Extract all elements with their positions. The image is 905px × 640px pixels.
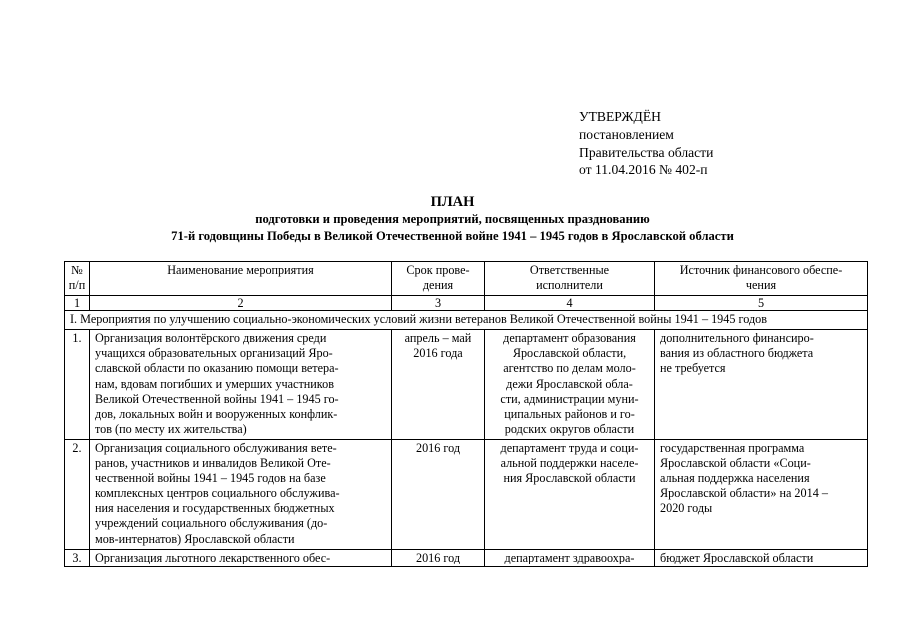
column-number: 3 — [392, 296, 485, 311]
row-number: 3. — [65, 549, 90, 566]
column-number: 5 — [655, 296, 868, 311]
title-subtitle-2: 71-й годовщины Победы в Великой Отечественной войне 1941 – 1945 годов в Ярославской области — [171, 229, 734, 243]
section-heading: I. Мероприятия по улучшению социально-экономических условий жизни ветеранов Великой Отечественной войны 1941 – 1945 годов — [65, 311, 868, 330]
column-number: 4 — [485, 296, 655, 311]
row-term: 2016 год — [392, 439, 485, 549]
approval-line-1: УТВЕРЖДЁН — [579, 109, 661, 124]
row-number: 2. — [65, 439, 90, 549]
row-executors: департамент образования Ярославской области, агентство по делам моло- дежи Ярославской обла- сти, администрации муни- ципальных районов и го- родских округов области — [485, 330, 655, 440]
approval-line-4: от 11.04.2016 № 402-п — [579, 162, 708, 178]
plan-table — [64, 261, 868, 567]
table-row — [65, 330, 868, 440]
approval-line-2: постановлением — [579, 126, 674, 142]
header-executors: Ответственные исполнители — [485, 262, 655, 296]
column-number: 2 — [90, 296, 392, 311]
column-number-row — [65, 296, 868, 311]
header-event-name: Наименование мероприятия — [90, 262, 392, 296]
row-funding-source: государственная программа Ярославской области «Соци- альная поддержка населения Ярославской области» на 2014 – 2020 годы — [655, 439, 868, 549]
title-subtitle: подготовки и проведения мероприятий, посвященных празднованию — [255, 212, 650, 226]
header-term: Срок прове- дения — [392, 262, 485, 296]
document-title — [0, 194, 905, 245]
row-term: 2016 год — [392, 549, 485, 566]
row-executors: департамент здравоохра- — [485, 549, 655, 566]
section-row — [65, 311, 868, 330]
approval-line-3: Правительства области — [579, 144, 714, 160]
row-funding-source: бюджет Ярославской области — [655, 549, 868, 566]
row-number: 1. — [65, 330, 90, 440]
row-executors: департамент труда и соци- альной поддержки населе- ния Ярославской области — [485, 439, 655, 549]
header-number: № п/п — [65, 262, 90, 296]
column-number: 1 — [65, 296, 90, 311]
approval-stamp — [579, 108, 839, 179]
table-header-row — [65, 262, 868, 296]
header-funding-source: Источник финансового обеспе- чения — [655, 262, 868, 296]
row-event-name: Организация льготного лекарственного обес- — [90, 549, 392, 566]
row-event-name: Организация социального обслуживания вете- ранов, участников и инвалидов Великой Оте- чественной войны 1941 – 1945 годов на базе комплексных центров социального обслужива- ния населения и государственных бюджетных учреждений социального обслуживания (до- мов-интернатов) Ярославской области — [90, 439, 392, 549]
title-plan: ПЛАН — [430, 194, 475, 210]
row-event-name: Организация волонтёрского движения среди учащихся образовательных организаций Яро- славской области по оказанию помощи ветера- нам, вдовам погибших и умерших участников Великой Отечественной войны 1941 – 1945 го- дов, локальных войн и вооруженных конфлик- тов (по месту их жительства) — [90, 330, 392, 440]
row-funding-source: дополнительного финансиро- вания из областного бюджета не требуется — [655, 330, 868, 440]
row-term: апрель – май 2016 года — [392, 330, 485, 440]
table-row — [65, 439, 868, 549]
table-row — [65, 549, 868, 566]
